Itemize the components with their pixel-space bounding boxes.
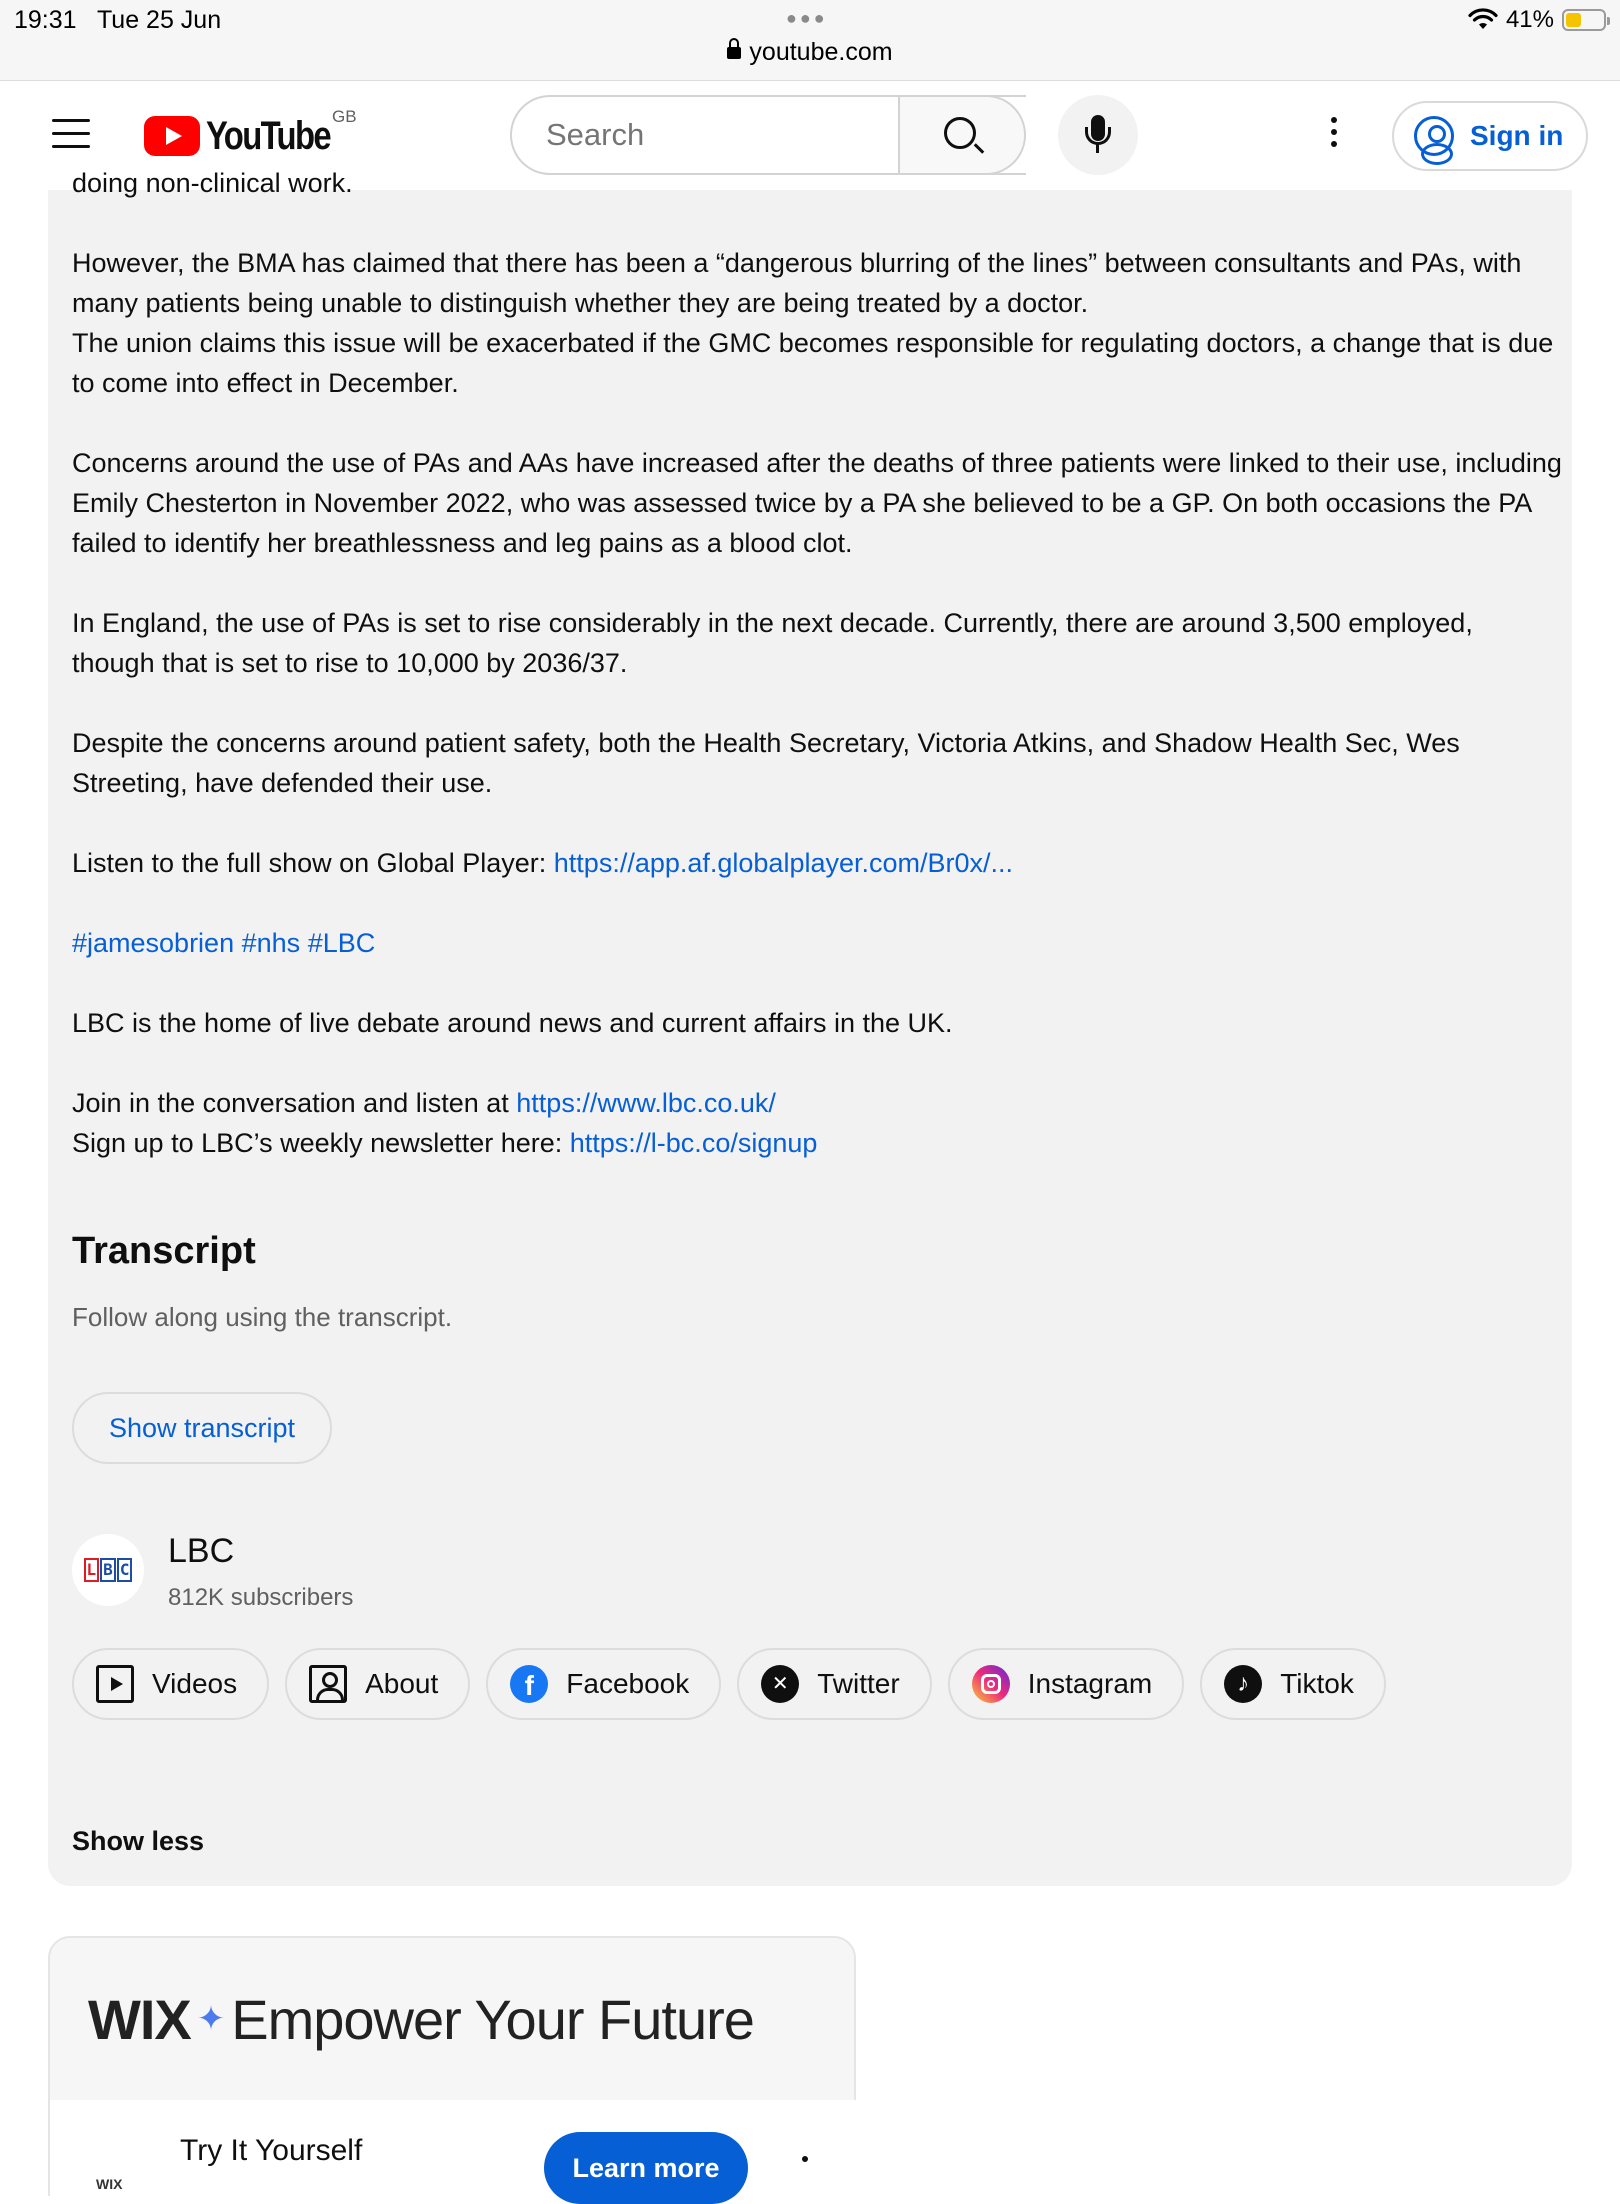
video-play-icon (96, 1665, 134, 1703)
description-paragraph: The union claims this issue will be exacerbated if the GMC becomes responsible for regulating doctors, a change that is due to come into effect in December. (72, 328, 1554, 398)
ad-banner[interactable] (50, 1938, 858, 2100)
ad-tagline: Empower Your Future (231, 1987, 754, 2051)
channel-links (72, 1648, 1386, 1720)
chip-label: Facebook (566, 1668, 690, 1699)
facebook-icon: f (510, 1665, 548, 1703)
battery-percent: 41% (1505, 6, 1554, 33)
battery-fill (1566, 13, 1581, 27)
tiktok-chip[interactable] (1200, 1648, 1386, 1720)
status-time-date (14, 6, 221, 35)
ad-advertiser-logo[interactable]: WIX (96, 2176, 123, 2192)
status-time: 19:31 (14, 6, 77, 34)
hashtag-link[interactable]: #LBC (307, 928, 376, 958)
youtube-logo-text: YouTube (206, 113, 330, 158)
about-chip[interactable] (285, 1648, 470, 1720)
hashtag-link[interactable]: #nhs (241, 928, 301, 958)
instagram-chip[interactable] (948, 1648, 1185, 1720)
twitter-x-icon: ✕ (761, 1665, 799, 1703)
youtube-logo[interactable] (144, 107, 357, 161)
description-paragraph: Despite the concerns around patient safety, both the Health Secretary, Victoria Atkins, and Shadow Health Sec, Wes Streeting, have defended their use. (72, 728, 1460, 798)
description-paragraph: However, the BMA has claimed that there has been a “dangerous blurring of the lines” between consultants and PAs, with many patients being unable to distinguish whether they are being treated by a doctor. (72, 248, 1522, 318)
listen-line (72, 843, 1562, 883)
join-prefix: Join in the conversation and listen at (72, 1088, 517, 1118)
description-text (72, 163, 1562, 1203)
transcript-subtitle: Follow along using the transcript. (72, 1302, 453, 1332)
description-paragraph: LBC is the home of live debate around news and current affairs in the UK. (72, 1008, 953, 1038)
show-transcript-button[interactable]: Show transcript (72, 1392, 332, 1464)
chip-label: Instagram (1027, 1668, 1153, 1699)
url-text: youtube.com (749, 38, 893, 66)
join-line (72, 1083, 1562, 1123)
tiktok-icon: ♪ (1224, 1665, 1262, 1703)
tab-overview-dots-icon[interactable]: ●●● (786, 8, 828, 28)
about-icon (309, 1665, 347, 1703)
listen-prefix: Listen to the full show on Global Player: (72, 848, 554, 878)
lbc-website-link[interactable]: https://www.lbc.co.uk/ (516, 1088, 776, 1118)
transcript-heading: Transcript (72, 1230, 256, 1272)
description-paragraph: Concerns around the use of PAs and AAs have increased after the deaths of three patients were linked to their use, including Emily Chesterton in November 2022, who was assessed twice by a PA she believed to be a GP. On both occasions the PA failed to identify her breathlessness and leg pains as a blood clot. (72, 448, 1562, 558)
signup-prefix: Sign up to LBC’s weekly newsletter here: (72, 1128, 570, 1158)
chip-label: Tiktok (1280, 1668, 1354, 1699)
ad-footer (50, 2100, 858, 2200)
sign-in-label: Sign in (1470, 120, 1564, 151)
ad-title[interactable]: Try It Yourself (180, 2134, 363, 2167)
ad-more-options-icon[interactable] (802, 2156, 808, 2162)
learn-more-button[interactable]: Learn more (544, 2132, 748, 2204)
channel-avatar[interactable] (72, 1534, 144, 1606)
global-player-link[interactable]: https://app.af.globalplayer.com/Br0x/... (553, 848, 1014, 878)
youtube-play-icon (144, 116, 200, 156)
chip-label: Videos (152, 1668, 238, 1699)
status-indicators (1468, 6, 1606, 34)
video-description (48, 168, 1572, 1886)
signup-line (72, 1123, 1562, 1163)
menu-icon[interactable] (52, 119, 90, 149)
search-icon (944, 117, 976, 149)
hashtag-link[interactable]: #jamesobrien (72, 928, 235, 958)
instagram-icon (972, 1665, 1010, 1703)
status-bar (0, 0, 1620, 80)
channel-name[interactable]: LBC (168, 1532, 235, 1570)
wifi-icon (1468, 9, 1498, 31)
hashtags (72, 923, 1562, 963)
lock-icon (727, 47, 741, 59)
lbc-logo: L B C (84, 1558, 133, 1582)
country-code: GB (332, 107, 357, 126)
facebook-chip[interactable] (486, 1648, 721, 1720)
sparkle-icon: ✦ (196, 2000, 226, 2038)
status-date: Tue 25 Jun (96, 6, 222, 34)
videos-chip[interactable] (72, 1648, 269, 1720)
battery-icon (1562, 9, 1606, 31)
chip-label: About (365, 1668, 439, 1699)
ad-card (48, 1936, 856, 2196)
more-options-icon[interactable] (1324, 117, 1344, 157)
description-paragraph: In England, the use of PAs is set to rise considerably in the next decade. Currently, there are around 3,500 employed, though that is set to rise to 10,000 by 2036/37. (72, 608, 1473, 678)
account-circle-icon (1414, 116, 1454, 156)
wix-logo: WIX (88, 1987, 191, 2051)
description-paragraph: doing non-clinical work. (72, 168, 353, 198)
chip-label: Twitter (817, 1668, 900, 1699)
address-bar[interactable] (0, 38, 1620, 67)
newsletter-link[interactable]: https://l-bc.co/signup (569, 1128, 818, 1158)
show-less-button[interactable]: Show less (72, 1826, 205, 1856)
twitter-chip[interactable] (737, 1648, 931, 1720)
subscriber-count: 812K subscribers (168, 1584, 354, 1611)
sign-in-button[interactable] (1392, 101, 1588, 171)
